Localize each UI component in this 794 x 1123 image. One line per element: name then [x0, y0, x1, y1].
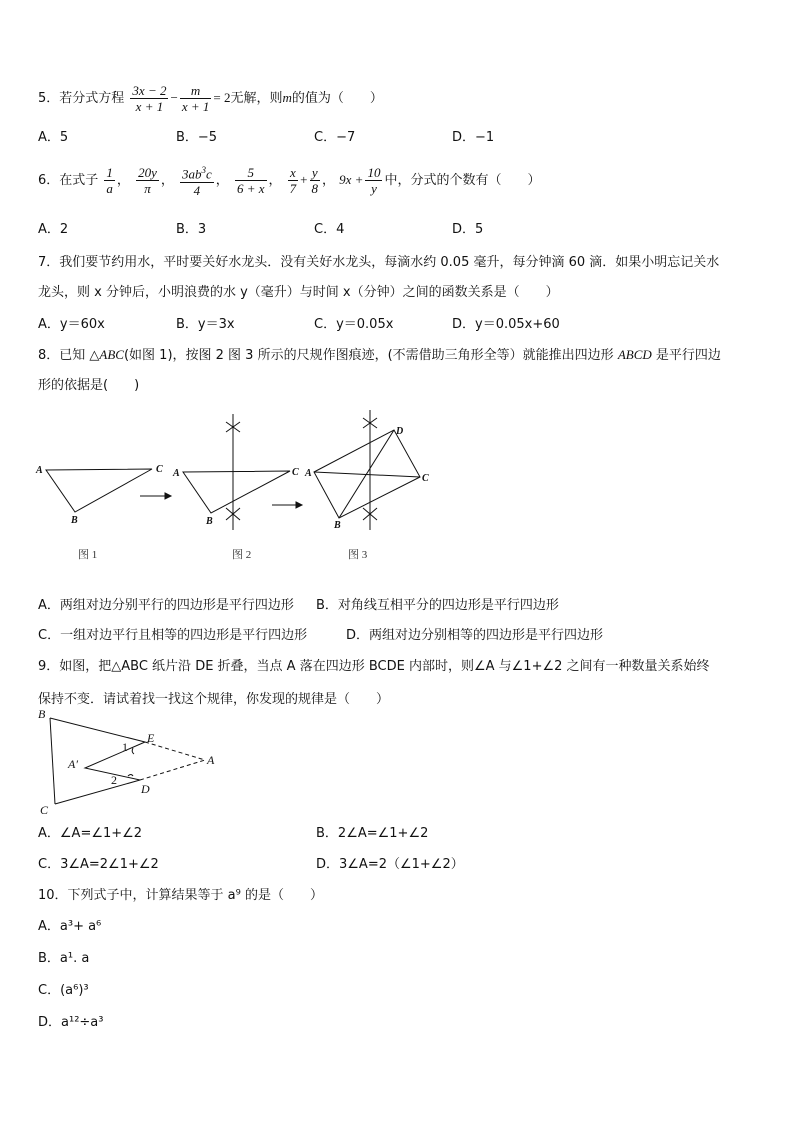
fig3-label-c: C: [422, 473, 429, 484]
q10-option-c[interactable]: C．(a⁶)³: [38, 983, 89, 998]
fig3-label-b: B: [334, 520, 341, 531]
q9-label-a-prime: A′: [68, 757, 78, 771]
fig3-caption: 图 3: [348, 549, 368, 561]
q9-label-d: D: [141, 782, 150, 796]
q5-fraction-1: $\frac{3x - 2}{x + 1}$: [132, 83, 167, 114]
q9-option-b[interactable]: B．2∠A=∠1+∠2: [316, 826, 429, 841]
q9-option-c[interactable]: C．3∠A=2∠1+∠2: [38, 857, 159, 872]
fig1-triangle: [46, 469, 152, 512]
fig3-label-a: A: [305, 468, 312, 479]
q8-line-1: 8．已知 △ABC(如图 1)，按图 2 图 3 所示的尺规作图痕迹，(不需借助三角形全等）就能推出四边形 ABCD 是平行四边: [38, 347, 721, 363]
q7-line-2: 龙头，则 x 分钟后，小明浪费的水 y（毫升）与时间 x（分钟）之间的函数关系是（ ）: [38, 285, 559, 300]
fig2-label-c: C: [292, 467, 299, 478]
q7-option-c[interactable]: C．y＝0.05x: [314, 317, 394, 332]
q10-option-a[interactable]: A．a³+ a⁶: [38, 919, 102, 934]
q9-option-d[interactable]: D．3∠A=2（∠1+∠2）: [316, 857, 464, 872]
q6-expr-3: $\frac{3ab^3c}{4}$: [182, 165, 212, 198]
fig2-triangle: [183, 471, 290, 513]
q5-stem: 5．若分式方程 $\frac{3x - 2}{x + 1}$ − $\frac{m}{x + 1}$ = 2无解，则m的值为（ ）: [38, 83, 383, 114]
q6-option-a[interactable]: A．2: [38, 222, 69, 237]
q9-angle-2: 2: [111, 773, 117, 787]
q9-option-a[interactable]: A．∠A=∠1+∠2: [38, 826, 143, 841]
q6-expr-1: $\frac{1}{a}$: [106, 165, 113, 196]
q6-expr-6: $\frac{10}{y}$: [367, 165, 381, 196]
fig1-caption: 图 1: [78, 549, 98, 561]
q6-option-b[interactable]: B．3: [176, 222, 207, 237]
q9-label-e: E: [147, 731, 155, 745]
q9-label-c: C: [40, 803, 49, 816]
q8-option-a[interactable]: A．两组对边分别平行的四边形是平行四边形: [38, 598, 294, 613]
q8-option-c[interactable]: C．一组对边平行且相等的四边形是平行四边形: [38, 628, 308, 643]
q6-option-c[interactable]: C．4: [314, 222, 345, 237]
fig3-label-d: D: [396, 426, 404, 437]
q9-figure: [30, 706, 230, 816]
q8-option-b[interactable]: B．对角线互相平分的四边形是平行四边形: [316, 598, 559, 613]
q9-line-2: 保持不变．请试着找一找这个规律，你发现的规律是（ ）: [38, 692, 390, 707]
q8-line-2: 形的依据是( ): [38, 378, 140, 393]
fig1-label-b: B: [71, 515, 78, 526]
q5-option-c[interactable]: C．−7: [314, 130, 356, 145]
q9-angle-1: 1: [122, 740, 128, 754]
q5-prefix: 5．若分式方程: [38, 91, 125, 106]
q9-label-a: A: [207, 753, 215, 767]
fig2-caption: 图 2: [232, 549, 252, 561]
q6-expr-4: $\frac{5}{6 + x}$: [236, 165, 265, 196]
q5-fraction-2: $\frac{m}{x + 1}$: [181, 83, 210, 114]
q6-option-d[interactable]: D．5: [452, 222, 484, 237]
q10-option-d[interactable]: D．a¹²÷a³: [38, 1015, 104, 1030]
fig1-label-c: C: [156, 464, 163, 475]
q6-expr-5b: $\frac{y}{8}$: [311, 165, 318, 196]
q7-option-a[interactable]: A．y＝60x: [38, 317, 105, 332]
q5-option-d[interactable]: D．−1: [452, 130, 495, 145]
q6-expr-2: $\frac{20y}{\pi}$: [138, 165, 157, 196]
q8-option-d[interactable]: D．两组对边分别相等的四边形是平行四边形: [346, 628, 604, 643]
q6-expr-5a: $\frac{x}{7}$: [289, 165, 297, 196]
q9-label-b: B: [38, 707, 46, 721]
q8-figure: [30, 410, 450, 570]
fig2-label-b: B: [206, 516, 213, 527]
q7-line-1: 7．我们要节约用水，平时要关好水龙头．没有关好水龙头，每滴水约 0.05 毫升，每分钟滴 60 滴．如果小明忘记关水: [38, 255, 720, 270]
q9-line-1: 9．如图，把△ABC 纸片沿 DE 折叠，当点 A 落在四边形 BCDE 内部时，则∠A 与∠1+∠2 之间有一种数量关系始终: [38, 659, 710, 674]
q7-option-d[interactable]: D．y＝0.05x+60: [452, 317, 560, 332]
q10-option-b[interactable]: B．a¹. a: [38, 951, 90, 966]
fig1-label-a: A: [36, 465, 43, 476]
q5-option-a[interactable]: A．5: [38, 130, 69, 145]
q6-stem: 6．在式子 $\frac{1}{a}$ ， $\frac{20y}{\pi}$ ， $\frac{3ab^3c}{4}$ ， $\frac{5}{6 + x}$ ， $\frac{x}{7}$ + $\frac{y}{8}$ ， 9x + $\frac{10}{y}$ 中，分式的个数有（ ）: [38, 165, 541, 198]
q5-option-b[interactable]: B．−5: [176, 130, 218, 145]
q7-option-b[interactable]: B．y＝3x: [176, 317, 235, 332]
q10-stem: 10．下列式子中，计算结果等于 a⁹ 的是（ ）: [38, 888, 323, 903]
fig2-label-a: A: [173, 468, 180, 479]
